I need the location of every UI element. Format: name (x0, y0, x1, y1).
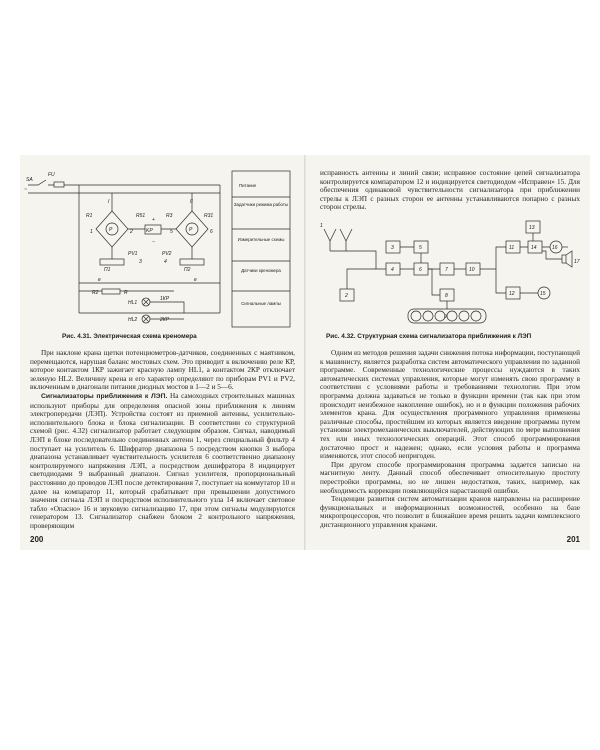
paragraph (30, 392, 295, 531)
paragraph: При наклоне крана щетки потенциометров-датчиков, соединенных с маятником, перемещаются, нарушая баланс мостовых схем. Это приводит к включению реле КР, которое контактом 1КР зажигает красную лампу HL1, а контактом 2КР отключает зеленую HL2. Величину крена и его характер определяют по приборам PV1 и PV2, включенным в диагонали питания диодных мостов в 1—2 и 5—6. (30, 349, 295, 392)
figure-caption-4-31: Рис. 4.31. Электрическая схема креномера (62, 333, 197, 340)
page-number-right: 201 (566, 535, 580, 544)
label-p1: П1 (104, 267, 111, 273)
label-p2: П2 (184, 267, 191, 273)
label-bridge-1: I (108, 199, 110, 205)
label-r51: R51 (136, 213, 146, 219)
block-diagram-figure (316, 217, 582, 329)
label-hl1: HL1 (128, 300, 138, 306)
svg-text:P: P (189, 227, 193, 233)
block-sensors: Датчики креномера (241, 268, 281, 273)
label-pv1: PV1 (128, 251, 138, 257)
right-body-text (320, 349, 580, 529)
paragraph: При другом способе программирования программа задается записью на магнитную ленту. Данный способ обеспечивает относительную простоту перестройки программы, но не лишен недостатков, таких, например, как необходимость коррекции появляющейся нарастающей ошибки. (320, 460, 580, 495)
paragraph: исправность антенны и линий связи; исправное состояние цепей сигнализатора контролируется компаратором 12 и индицируется светодиодом «Исправен» 15. Для обеспечения одинаковой чувствительности сигнализатора при приближении стрелы к ЛЭП с разных сторон ее антенны устанавливаются попарно с разных сторон стрелы. (320, 169, 580, 212)
label-k1: 1КР (160, 296, 170, 302)
label-r31: R31 (204, 213, 214, 219)
label-kp: KP (146, 228, 153, 234)
label-e: e (98, 277, 101, 283)
block-column (232, 171, 290, 327)
block-10: 10 (469, 267, 475, 273)
block-signal-lamps: Сигнальные лампы (241, 301, 281, 306)
label-n2: 2 (130, 229, 133, 235)
label-plus: + (152, 217, 155, 223)
label-minus: − (152, 239, 155, 245)
electrical-circuit-figure (24, 163, 294, 328)
block-6: 6 (419, 267, 422, 273)
label-fu: FU (48, 172, 55, 178)
label-r3: R3 (166, 213, 173, 219)
block-8: 8 (445, 293, 448, 299)
label-e2: e (194, 277, 197, 283)
label-n1: 1 (90, 229, 93, 235)
label-bridge-2: II (190, 199, 193, 205)
right-page (306, 155, 590, 550)
label-sa: SA (26, 177, 33, 183)
block-5: 5 (419, 245, 422, 251)
page-number-left: 200 (30, 535, 44, 544)
block-2: 2 (345, 293, 348, 299)
paragraph: Тенденции развития систем автоматизации кранов направлены на расширение функциональных и информационных возможностей, особенно на базе микропроцессоров, что позволит в ближайшее время решить задачи комплексного дистанционного управления кранами. (320, 495, 580, 529)
block-11: 11 (509, 245, 515, 251)
block-1: 1 (320, 223, 323, 229)
right-top-text (320, 169, 580, 212)
runin-heading: Сигнализаторы приближения к ЛЭП. (41, 392, 168, 400)
block-power: Питание (239, 183, 257, 188)
figure-caption-4-32: Рис. 4.32. Структурная схема сигнализатора приближения к ЛЭП (326, 333, 532, 340)
label-n5: 5 (170, 229, 173, 235)
block-15: 15 (540, 291, 546, 297)
block-9: 9 (444, 314, 447, 320)
svg-text:P: P (109, 227, 113, 233)
label-rk: R (124, 290, 128, 296)
label-n3: 3 (139, 259, 142, 265)
paragraph-text: На самоходных строительных машинах используют приборы для определения опасной зоны приближения к линиям электропередачи (ЛЭП). Устройства состоят из приемной антенны, усилительно-исполнительного блока и блока сигнализации. В соответствии со структурной схемой (рис. 4.32) сигнализатор работает следующим образом. Сигнал, наводимый ЛЭП в блоке последовательно соединенных антенн 1, через специальный фильтр 4 поступает на усилитель 6. Шифратор диапазона 5 посредством кнопки 3 выбора диапазона устанавливает чувствительность усилителя 6 соответственно диапазону контролируемого напряжения ЛЭП, а посредством дешифратора 8 индицирует светодиодами 9 выбранный диапазон. Сигнал усилителя, пропорциональный расстоянию до проводов ЛЭП после детектирования 7, поступает на коммутатор 10 и далее на компаратор 11, который срабатывает при превышении допустимого значения сигнала ЛЭП и посредством исполнительного узла 14 включает световое табло «Опасно» 16 и звуковую сигнализацию 17, при этом сигналы модулируются генератором 13. Сигнализатор снабжен блоком 2 контрольного напряжения, проверяющим (30, 391, 295, 530)
block-13: 13 (529, 225, 535, 231)
label-pv2: PV2 (162, 251, 172, 257)
label-r1: R1 (86, 213, 93, 219)
paragraph: Одним из методов решения задачи снижения потока информации, поступающей к машинисту, является разработка систем автоматического управления по заданной программе. Современные технологические процессы нуждаются в таких автоматических системах управления, которые могут изменять свою программу в соответствии с условиями работы и требованиями технологии. При этом программа должна задаваться не только в функции времени (так как при этом происходит неизбежное накопление ошибок), но и в функции положения рабочих элементов крана. Для осуществления программного управления применены различные способы, простейшим из которых является введение программы путем установки электромеханических выключателей, действующих по мере выполнения тех или иных технологических операций. Этот способ программирования достаточно прост и надежен; однако, если условия работы и программа изменяются, этот способ непригоден. (320, 349, 580, 461)
block-14: 14 (531, 245, 537, 251)
block-7: 7 (445, 267, 448, 273)
block-16: 16 (552, 245, 558, 251)
left-page (20, 155, 305, 550)
block-mode-setters: Задатчики режима работы (233, 202, 289, 207)
label-n4: 4 (164, 259, 167, 265)
book-spread (20, 155, 590, 550)
led-indicators-9 (408, 309, 486, 323)
block-4: 4 (391, 267, 394, 273)
label-k2: 2КР (160, 317, 170, 323)
label-r2: R2 (92, 290, 99, 296)
label-hl2: HL2 (128, 317, 138, 323)
label-n6: 6 (210, 229, 213, 235)
block-measuring: Измерительные схемы (237, 237, 285, 242)
left-body-text (30, 349, 295, 530)
label-phase: ~ (24, 187, 27, 193)
block-17: 17 (574, 259, 580, 265)
block-3: 3 (391, 245, 394, 251)
block-12: 12 (509, 291, 515, 297)
